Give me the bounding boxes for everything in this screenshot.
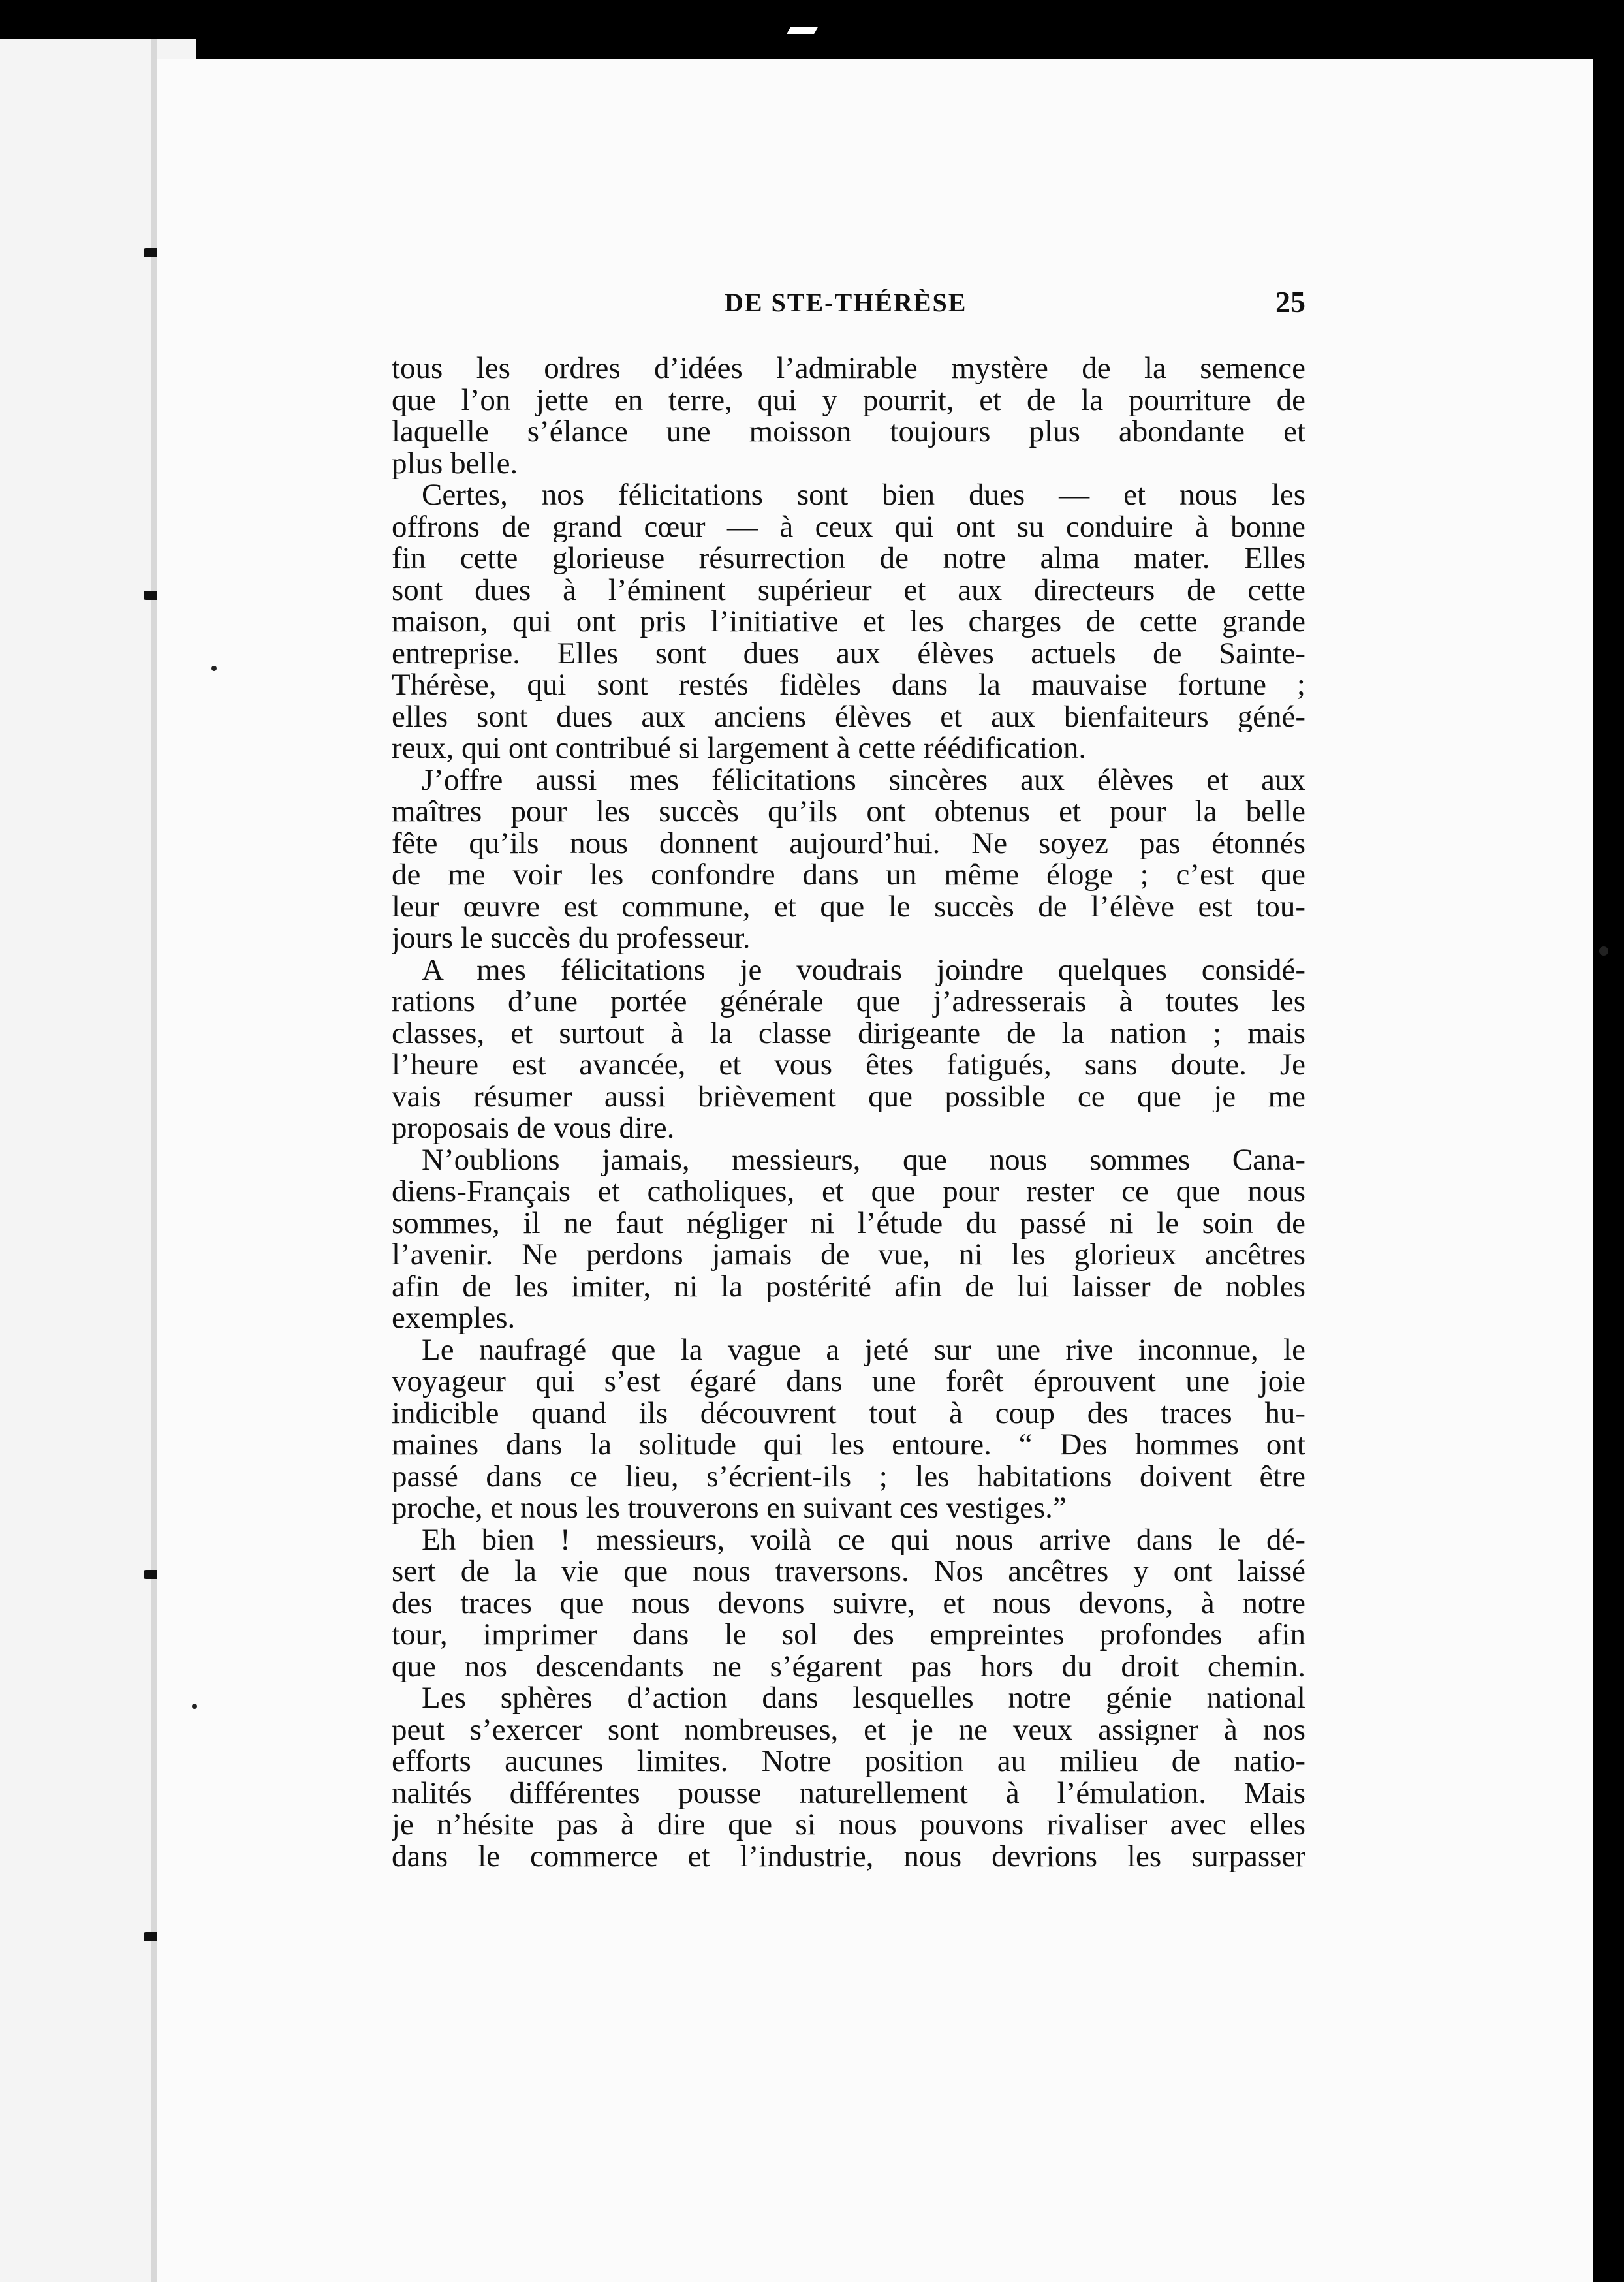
- text-line: des traces que nous devons suivre, et nous devons, à notre: [392, 1587, 1305, 1619]
- text-line: tous les ordres d’idées l’admirable mystère de la semence: [392, 352, 1305, 384]
- paper-speck: [192, 1704, 197, 1709]
- scan-artifact-mark: [787, 27, 818, 34]
- body-text: [392, 352, 1305, 1872]
- text-line: rations d’une portée générale que j’adresserais à toutes les: [392, 986, 1305, 1018]
- text-line: Les sphères d’action dans lesquelles notre génie national: [422, 1682, 1305, 1714]
- text-line: offrons de grand cœur — à ceux qui ont su conduire à bonne: [392, 510, 1305, 542]
- text-line: Eh bien ! messieurs, voilà ce qui nous arrive dans le dé-: [422, 1524, 1305, 1555]
- text-line: peut s’exercer sont nombreuses, et je ne veux assigner à nos: [392, 1713, 1305, 1745]
- text-line: reux, qui ont contribué si largement à cette réédification.: [392, 732, 1087, 764]
- text-line: Le naufragé que la vague a jeté sur une rive inconnue, le: [422, 1334, 1305, 1366]
- text-line: maison, qui ont pris l’initiative et les charges de cette grande: [392, 606, 1305, 638]
- text-line: afin de les imiter, ni la postérité afin de lui laisser de nobles: [392, 1270, 1305, 1302]
- text-line: A mes félicitations je voudrais joindre quelques considé-: [422, 954, 1305, 986]
- text-line: passé dans ce lieu, s’écrient-ils ; les habitations doivent être: [392, 1460, 1305, 1492]
- text-line: plus belle.: [392, 447, 518, 479]
- text-line: l’heure est avancée, et vous êtes fatigués, sans doute. Je: [392, 1049, 1305, 1081]
- text-line: de me voir les confondre dans un même éloge ; c’est que: [392, 859, 1305, 891]
- text-line: fête qu’ils nous donnent aujourd’hui. Ne soyez pas étonnés: [392, 827, 1305, 859]
- text-line: que nos descendants ne s’égarent pas hors du droit chemin.: [392, 1650, 1305, 1682]
- paper-speck: [1599, 946, 1608, 956]
- text-line: nalités différentes pousse naturellement à l’émulation. Mais: [392, 1777, 1305, 1809]
- text-line: voyageur qui s’est égaré dans une forêt éprouvent une joie: [392, 1366, 1305, 1398]
- text-line: elles sont dues aux anciens élèves et aux bienfaiteurs géné-: [392, 700, 1305, 732]
- text-line: maîtres pour les succès qu’ils ont obtenus et pour la belle: [392, 796, 1305, 828]
- binding-spine: [151, 39, 157, 2282]
- text-line: que l’on jette en terre, qui y pourrit, et de la pourriture de: [392, 384, 1305, 416]
- text-line: J’offre aussi mes félicitations sincères aux élèves et aux: [422, 764, 1305, 796]
- text-line: laquelle s’élance une moisson toujours plus abondante et: [392, 416, 1305, 448]
- text-line: fin cette glorieuse résurrection de notre alma mater. Elles: [392, 542, 1305, 574]
- text-line: l’avenir. Ne perdons jamais de vue, ni les glorieux ancêtres: [392, 1239, 1305, 1271]
- text-line: indicible quand ils découvrent tout à coup des traces hu-: [392, 1397, 1305, 1429]
- text-line: tour, imprimer dans le sol des empreintes profondes afin: [392, 1619, 1305, 1651]
- text-line: Certes, nos félicitations sont bien dues — et nous les: [422, 479, 1305, 511]
- text-line: diens-Français et catholiques, et que pour rester ce que nous: [392, 1176, 1305, 1208]
- text-line: je n’hésite pas à dire que si nous pouvons rivaliser avec elles: [392, 1809, 1305, 1841]
- text-line: dans le commerce et l’industrie, nous devrions les surpasser: [392, 1840, 1305, 1872]
- text-line: entreprise. Elles sont dues aux élèves actuels de Sainte-: [392, 637, 1305, 669]
- text-line: maines dans la solitude qui les entoure. “ Des hommes ont: [392, 1429, 1305, 1461]
- text-line: sommes, il ne faut négliger ni l’étude du passé ni le soin de: [392, 1207, 1305, 1239]
- text-line: sont dues à l’éminent supérieur et aux directeurs de cette: [392, 574, 1305, 606]
- text-line: sert de la vie que nous traversons. Nos ancêtres y ont laissé: [392, 1555, 1305, 1587]
- running-header-title: DE STE-THÉRÈSE: [725, 288, 967, 317]
- text-line: Thérèse, qui sont restés fidèles dans la mauvaise fortune ;: [392, 669, 1305, 701]
- text-line: proche, et nous les trouverons en suivant ces vestiges.”: [392, 1492, 1067, 1524]
- text-line: proposais de vous dire.: [392, 1112, 675, 1144]
- paper-speck: [211, 666, 217, 671]
- text-line: jours le succès du professeur.: [392, 922, 751, 954]
- running-header: [379, 287, 1305, 326]
- text-line: efforts aucunes limites. Notre position au milieu de natio-: [392, 1745, 1305, 1777]
- text-line: leur œuvre est commune, et que le succès de l’élève est tou-: [392, 890, 1305, 922]
- text-line: classes, et surtout à la classe dirigeante de la nation ; mais: [392, 1017, 1305, 1049]
- text-line: N’oublions jamais, messieurs, que nous sommes Cana-: [422, 1144, 1305, 1176]
- page-number: 25: [1275, 285, 1305, 319]
- text-line: exemples.: [392, 1302, 516, 1334]
- text-line: vais résumer aussi brièvement que possible ce que je me: [392, 1080, 1305, 1112]
